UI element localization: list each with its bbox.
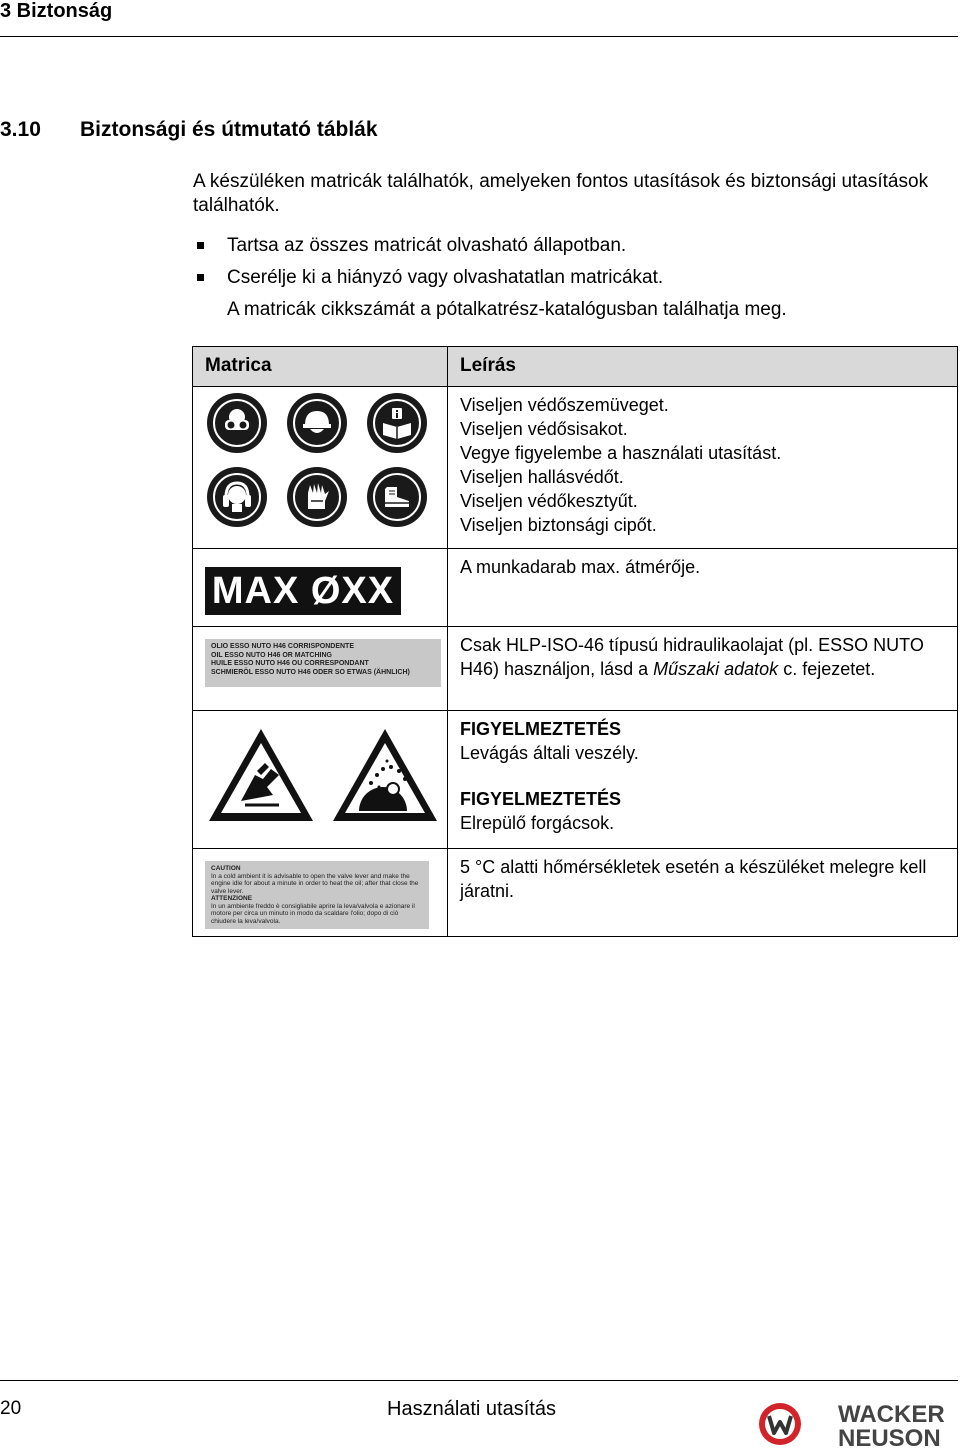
caution-description: 5 °C alatti hőmérsékletek esetén a készüléket melegre kell járatni. <box>448 849 958 937</box>
ppe-sticker-cell <box>193 387 448 549</box>
warning-sticker-cell <box>193 711 448 849</box>
intro-paragraph: A készüléken matricák találhatók, amelyeken fontos utasítások és biztonsági utasítások találhatók. <box>193 171 929 216</box>
svg-text:NEUSON: NEUSON <box>838 1425 941 1450</box>
section-title <box>0 118 378 142</box>
bullet-square-icon <box>197 274 204 281</box>
bullet-item: Tartsa az összes matricát olvasható állapotban. <box>193 230 953 262</box>
svg-text:WACKER: WACKER <box>838 1401 945 1428</box>
warning-title: FIGYELMEZTETÉS <box>460 719 622 739</box>
footer-rule <box>0 1380 958 1381</box>
table-row <box>193 711 958 849</box>
cutting-hazard-icon <box>205 725 317 825</box>
max-diameter-sticker: MAX ØXX <box>205 567 401 615</box>
read-manual-icon <box>367 393 427 453</box>
oil-sticker-cell <box>193 627 448 711</box>
warning-descriptions <box>448 711 958 849</box>
max-diameter-description: A munkadarab max. átmérője. <box>448 549 958 627</box>
warning-title: FIGYELMEZTETÉS <box>460 789 622 809</box>
bullet-item: Cserélje ki a hiányzó vagy olvashatatlan matricákat. <box>193 262 953 294</box>
table-row <box>193 849 958 937</box>
safety-shoes-icon <box>367 467 427 527</box>
table-row <box>193 387 958 549</box>
warning-text: Elrepülő forgácsok. <box>460 813 615 833</box>
table-header-row <box>193 347 958 387</box>
warning-text: Levágás általi veszély. <box>460 743 639 763</box>
header-rule <box>0 36 958 37</box>
caution-sticker-cell <box>193 849 448 937</box>
caution-sticker: CAUTION In a cold ambient it is advisable to open the valve lever and make the engine idle for about a minute in order to heat the oil; after that close the valve lever. ATTENZIONE In un ambiente freddo è consigliabile aprire la leva/valvola e azionare il motore per circa un minuto in modo da scaldare l'olio; dopo di ciò chiudere la leva/valvola. <box>205 861 429 929</box>
column-header-sticker: Matrica <box>193 347 448 387</box>
oil-sticker: OLIO ESSO NUTO H46 CORRISPONDENTE OIL ESSO NUTO H46 OR MATCHING HUILE ESSO NUTO H46 OU CORRESPONDANT SCHMIERÖL ESSO NUTO H46 ODER SO ETWAS (ÄHNLICH) <box>205 639 441 687</box>
table-row <box>193 549 958 627</box>
bullet-list <box>193 230 953 326</box>
table-row <box>193 627 958 711</box>
max-diameter-sticker-cell <box>193 549 448 627</box>
footer-title: Használati utasítás <box>387 1398 556 1420</box>
ear-protection-icon <box>207 467 267 527</box>
section-heading: Biztonsági és útmutató táblák <box>80 118 378 141</box>
oil-description: Csak HLP-ISO-46 típusú hidraulikaolajat (pl. ESSO NUTO H46) használjon, lásd a Műszaki adatok c. fejezetet. <box>448 627 958 711</box>
sticker-table <box>192 346 958 937</box>
page-header-title: 3 Biztonság <box>0 0 113 22</box>
warning-triangles <box>193 711 447 841</box>
bullet-square-icon <box>197 242 204 249</box>
safety-goggles-icon <box>207 393 267 453</box>
page-number: 20 <box>0 1398 22 1419</box>
ppe-icon-grid <box>193 387 447 527</box>
hard-hat-icon <box>287 393 347 453</box>
bullet-note: A matricák cikkszámát a pótalkatrész-katalógusban találhatja meg. <box>227 299 787 320</box>
flying-chips-icon <box>329 725 441 825</box>
column-header-description: Leírás <box>448 347 958 387</box>
wacker-neuson-logo <box>756 1398 958 1450</box>
protective-gloves-icon <box>287 467 347 527</box>
section-number: 3.10 <box>0 118 41 141</box>
ppe-description: Viseljen védőszemüveget. Viseljen védősisakot. Vegye figyelembe a használati utasítást. Viseljen hallásvédőt. Viseljen védőkesztyűt. Viseljen biztonsági cipőt. <box>448 387 958 549</box>
